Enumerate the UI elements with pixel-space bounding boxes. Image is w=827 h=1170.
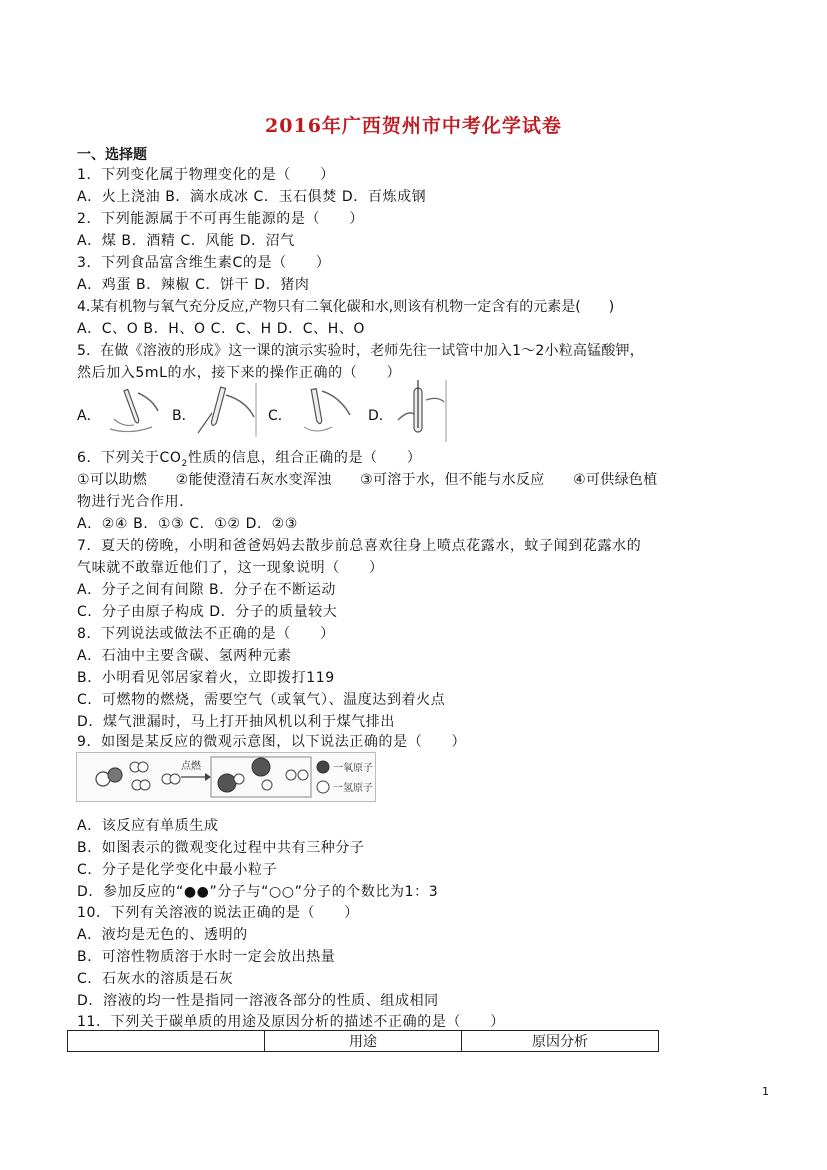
- table-header-blank: [68, 1031, 265, 1052]
- option-d-label: D．: [368, 408, 393, 424]
- arrow-label: 点燃: [181, 761, 201, 772]
- question-6-subscript: 2: [181, 458, 188, 469]
- question-6-items: ①可以助燃 ②能使澄清石灰水变浑浊 ③可溶于水，但不能与水反应 ④可供绿色植: [77, 472, 658, 488]
- question-8-option-a: A．石油中主要含碳、氢两种元素: [77, 648, 292, 664]
- table-header-use: 用途: [265, 1031, 462, 1052]
- question-1-options: A．火上浇油 B．滴水成冰 C．玉石俱焚 D．百炼成钢: [77, 189, 427, 205]
- question-5-cont: 然后加入5mL的水，接下来的操作正确的（ ）: [77, 365, 402, 381]
- question-4-options: A．C、O B．H、O C．C、H D．C、H、O: [77, 321, 366, 337]
- question-2: 2．下列能源属于不可再生能源的是（ ）: [77, 211, 364, 227]
- question-7-options-ab: A．分子之间有间隙 B．分子在不断运动: [77, 582, 337, 598]
- question-10-option-c: C．石灰水的溶质是石灰: [77, 971, 234, 987]
- reaction-diagram-svg: [77, 753, 375, 801]
- test-tube-swirl-illustration: [290, 383, 358, 437]
- question-3: 3．下列食品富含维生素C的是（ ）: [77, 255, 331, 271]
- test-tube-pour-illustration: [190, 383, 260, 437]
- question-8-option-c: C．可燃物的燃烧，需要空气（或氧气）、温度达到着火点: [77, 692, 446, 708]
- question-4: 4.某有机物与氧气充分反应,产物只有二氧化碳和水,则该有机物一定含有的元素是( ): [77, 299, 615, 315]
- question-8-option-d: D．煤气泄漏时，马上打开抽风机以利于煤气排出: [77, 714, 395, 730]
- question-10-option-b: B．可溶性物质溶于水时一定会放出热量: [77, 949, 336, 965]
- question-6-stem-pre: 6．下列关于CO: [77, 450, 182, 466]
- reaction-micro-diagram: [76, 752, 376, 802]
- legend-hydrogen: 一氢原子: [333, 783, 373, 794]
- question-9-option-b: B．如图表示的微观变化过程中共有三种分子: [77, 840, 365, 856]
- question-7-options-cd: C．分子由原子构成 D．分子的质量较大: [77, 604, 338, 620]
- question-9-option-d: D．参加反应的“●●”分子与“○○”分子的个数比为1：3: [77, 884, 439, 900]
- question-2-options: A．煤 B．酒精 C．风能 D．沼气: [77, 233, 295, 249]
- question-10-option-d: D．溶液的均一性是指同一溶液各部分的性质、组成相同: [77, 993, 439, 1009]
- option-a-label: A．: [77, 408, 101, 424]
- question-8-option-b: B．小明看见邻居家着火，立即拨打119: [77, 670, 335, 686]
- question-7: 7．夏天的傍晚，小明和爸爸妈妈去散步前总喜欢往身上喷点花露水，蚊子闻到花露水的: [77, 538, 642, 554]
- page-number: 1: [762, 1085, 769, 1098]
- test-tube-stir-illustration: [392, 380, 448, 442]
- legend-oxygen: 一氧原子: [333, 763, 373, 774]
- question-7-cont: 气味就不敢靠近他们了，这一现象说明（ ）: [77, 560, 384, 576]
- question-6-options: A．②④ B．①③ C．①② D．②③: [77, 516, 298, 532]
- question-9-option-a: A．该反应有单质生成: [77, 818, 219, 834]
- question-3-options: A．鸡蛋 B．辣椒 C．饼干 D．猪肉: [77, 277, 310, 293]
- table-header-row: [68, 1031, 659, 1052]
- option-c-label: C．: [268, 408, 292, 424]
- question-10-option-a: A．液均是无色的、透明的: [77, 927, 248, 943]
- question-6-items-cont: 物进行光合作用．: [77, 494, 194, 510]
- table-header-reason: 原因分析: [462, 1031, 659, 1052]
- question-9: 9．如图是某反应的微观示意图，以下说法正确的是（ ）: [77, 734, 467, 750]
- question-11: 11．下列关于碳单质的用途及原因分析的描述不正确的是（ ）: [77, 1014, 505, 1030]
- question-9-option-c: C．分子是化学变化中最小粒子: [77, 862, 278, 878]
- section-heading: 一、选择题: [77, 147, 147, 163]
- question-6-stem-post: 性质的信息，组合正确的是（ ）: [187, 450, 422, 466]
- test-tube-shake-illustration: [100, 383, 162, 437]
- option-b-label: B．: [172, 408, 196, 424]
- question-10: 10．下列有关溶液的说法正确的是（ ）: [77, 905, 359, 921]
- question-6: [77, 447, 421, 469]
- question-11-table: [67, 1030, 659, 1052]
- question-8: 8．下列说法或做法不正确的是（ ）: [77, 626, 335, 642]
- question-5: 5．在做《溶液的形成》这一课的演示实验时，老师先往一试管中加入1～2小粒高锰酸钾，: [77, 343, 644, 359]
- question-1: 1．下列变化属于物理变化的是（ ）: [77, 167, 335, 183]
- page-title: 2016年广西贺州市中考化学试卷: [265, 115, 562, 137]
